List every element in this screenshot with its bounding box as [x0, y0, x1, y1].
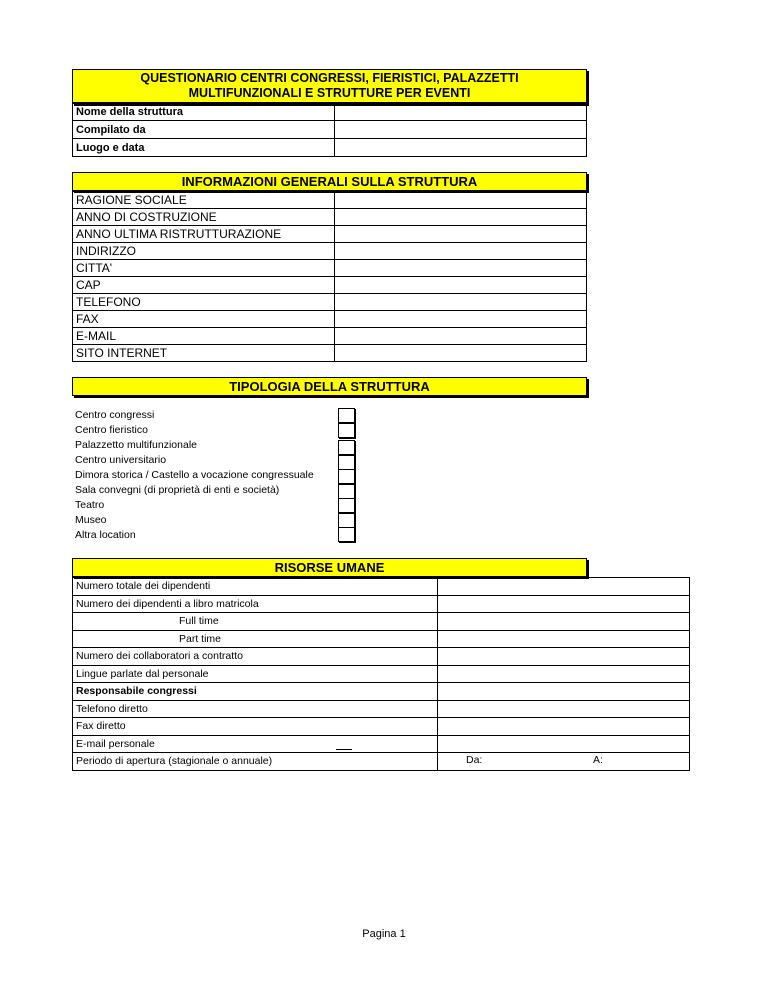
row-label: Fax diretto — [73, 718, 438, 736]
value-cell[interactable] — [335, 103, 587, 121]
table-row — [73, 345, 587, 362]
section-header-hr: RISORSE UMANE — [72, 558, 587, 577]
table-row — [73, 226, 587, 243]
row-label: SITO INTERNET — [73, 345, 335, 362]
typology-list — [75, 408, 314, 543]
value-cell[interactable] — [335, 121, 587, 139]
row-label: Numero dei dipendenti a libro matricola — [73, 595, 438, 613]
checkbox-museo[interactable] — [338, 513, 355, 528]
list-item: Centro universitario — [75, 454, 167, 466]
row-label: Part time — [73, 630, 438, 648]
value-cell[interactable] — [438, 630, 690, 648]
table-row — [73, 121, 587, 139]
value-cell[interactable] — [438, 648, 690, 666]
intro-table — [72, 102, 587, 157]
checkbox-palazzetto[interactable] — [338, 440, 355, 455]
checkbox-centro-universitario[interactable] — [338, 455, 355, 470]
divider — [336, 749, 352, 750]
checkbox-dimora-storica[interactable] — [338, 469, 355, 484]
value-cell[interactable] — [438, 665, 690, 683]
row-label: ANNO ULTIMA RISTRUTTURAZIONE — [73, 226, 335, 243]
table-row — [73, 277, 587, 294]
section-header-general: INFORMAZIONI GENERALI SULLA STRUTTURA — [72, 172, 587, 191]
value-cell[interactable] — [335, 139, 587, 157]
row-label: CAP — [73, 277, 335, 294]
checkbox-altra-location[interactable] — [338, 527, 355, 542]
checkbox-sala-convegni[interactable] — [338, 484, 355, 499]
table-row — [73, 139, 587, 157]
value-cell[interactable] — [335, 260, 587, 277]
list-item: Teatro — [75, 499, 105, 511]
table-row — [73, 103, 587, 121]
checkbox-centro-fieristico[interactable] — [338, 423, 355, 438]
value-cell[interactable] — [438, 595, 690, 613]
table-row — [73, 665, 690, 683]
table-row — [73, 595, 690, 613]
general-info-table — [72, 191, 587, 362]
value-cell[interactable] — [335, 311, 587, 328]
value-cell[interactable] — [438, 735, 690, 753]
table-row — [73, 192, 587, 209]
table-row — [73, 700, 690, 718]
table-row — [73, 735, 690, 753]
row-label: Numero dei collaboratori a contratto — [73, 648, 438, 666]
row-label: Telefono diretto — [73, 700, 438, 718]
hr-table — [72, 577, 690, 771]
row-label: Numero totale dei dipendenti — [73, 578, 438, 596]
title-line-2: MULTIFUNZIONALI E STRUTTURE PER EVENTI — [188, 86, 471, 100]
row-label: INDIRIZZO — [73, 243, 335, 260]
page-number: Pagina 1 — [362, 928, 406, 940]
row-label: Luogo e data — [73, 139, 335, 157]
table-row — [73, 718, 690, 736]
row-label: FAX — [73, 311, 335, 328]
row-label: ANNO DI COSTRUZIONE — [73, 209, 335, 226]
table-row — [73, 243, 587, 260]
value-cell[interactable] — [438, 613, 690, 631]
list-item: Sala convegni (di proprietà di enti e società) — [75, 484, 280, 496]
value-cell[interactable] — [438, 578, 690, 596]
value-cell[interactable] — [438, 718, 690, 736]
value-cell[interactable] — [335, 243, 587, 260]
list-item: Museo — [75, 514, 107, 526]
list-item: Centro congressi — [75, 409, 155, 421]
checkbox-centro-congressi[interactable] — [338, 408, 355, 423]
row-label: Lingue parlate dal personale — [73, 665, 438, 683]
value-cell[interactable] — [335, 192, 587, 209]
value-cell[interactable] — [335, 345, 587, 362]
period-from-label: Da: — [466, 754, 483, 766]
title-line-1: QUESTIONARIO CENTRI CONGRESSI, FIERISTICI, PALAZZETTI — [140, 71, 519, 85]
row-label: RAGIONE SOCIALE — [73, 192, 335, 209]
value-cell[interactable] — [335, 328, 587, 345]
table-row — [73, 753, 690, 771]
table-row — [73, 209, 587, 226]
value-cell[interactable] — [335, 277, 587, 294]
row-label: E-mail personale — [73, 735, 438, 753]
row-label: Full time — [73, 613, 438, 631]
section-header-typology: TIPOLOGIA DELLA STRUTTURA — [72, 377, 587, 396]
table-row — [73, 260, 587, 277]
value-cell[interactable] — [438, 683, 690, 701]
list-item: Palazzetto multifunzionale — [75, 439, 197, 451]
list-item: Centro fieristico — [75, 424, 148, 436]
table-row — [73, 311, 587, 328]
period-to-label: A: — [593, 754, 603, 766]
table-row — [73, 630, 690, 648]
row-label: TELEFONO — [73, 294, 335, 311]
list-item: Altra location — [75, 529, 136, 541]
period-value-cell[interactable] — [438, 753, 690, 771]
row-label: Compilato da — [73, 121, 335, 139]
value-cell[interactable] — [335, 209, 587, 226]
value-cell[interactable] — [335, 226, 587, 243]
table-row — [73, 294, 587, 311]
table-row — [73, 683, 690, 701]
table-row — [73, 613, 690, 631]
table-row — [73, 648, 690, 666]
value-cell[interactable] — [438, 700, 690, 718]
period-label: Periodo di apertura (stagionale o annuale) — [73, 753, 438, 771]
table-row — [73, 578, 690, 596]
row-label: E-MAIL — [73, 328, 335, 345]
list-item: Dimora storica / Castello a vocazione congressuale — [75, 469, 314, 481]
questionnaire-title — [72, 69, 587, 104]
row-label: Nome della struttura — [73, 103, 335, 121]
table-row — [73, 328, 587, 345]
checkbox-teatro[interactable] — [338, 498, 355, 513]
row-label: CITTA' — [73, 260, 335, 277]
value-cell[interactable] — [335, 294, 587, 311]
row-label: Responsabile congressi — [73, 683, 438, 701]
